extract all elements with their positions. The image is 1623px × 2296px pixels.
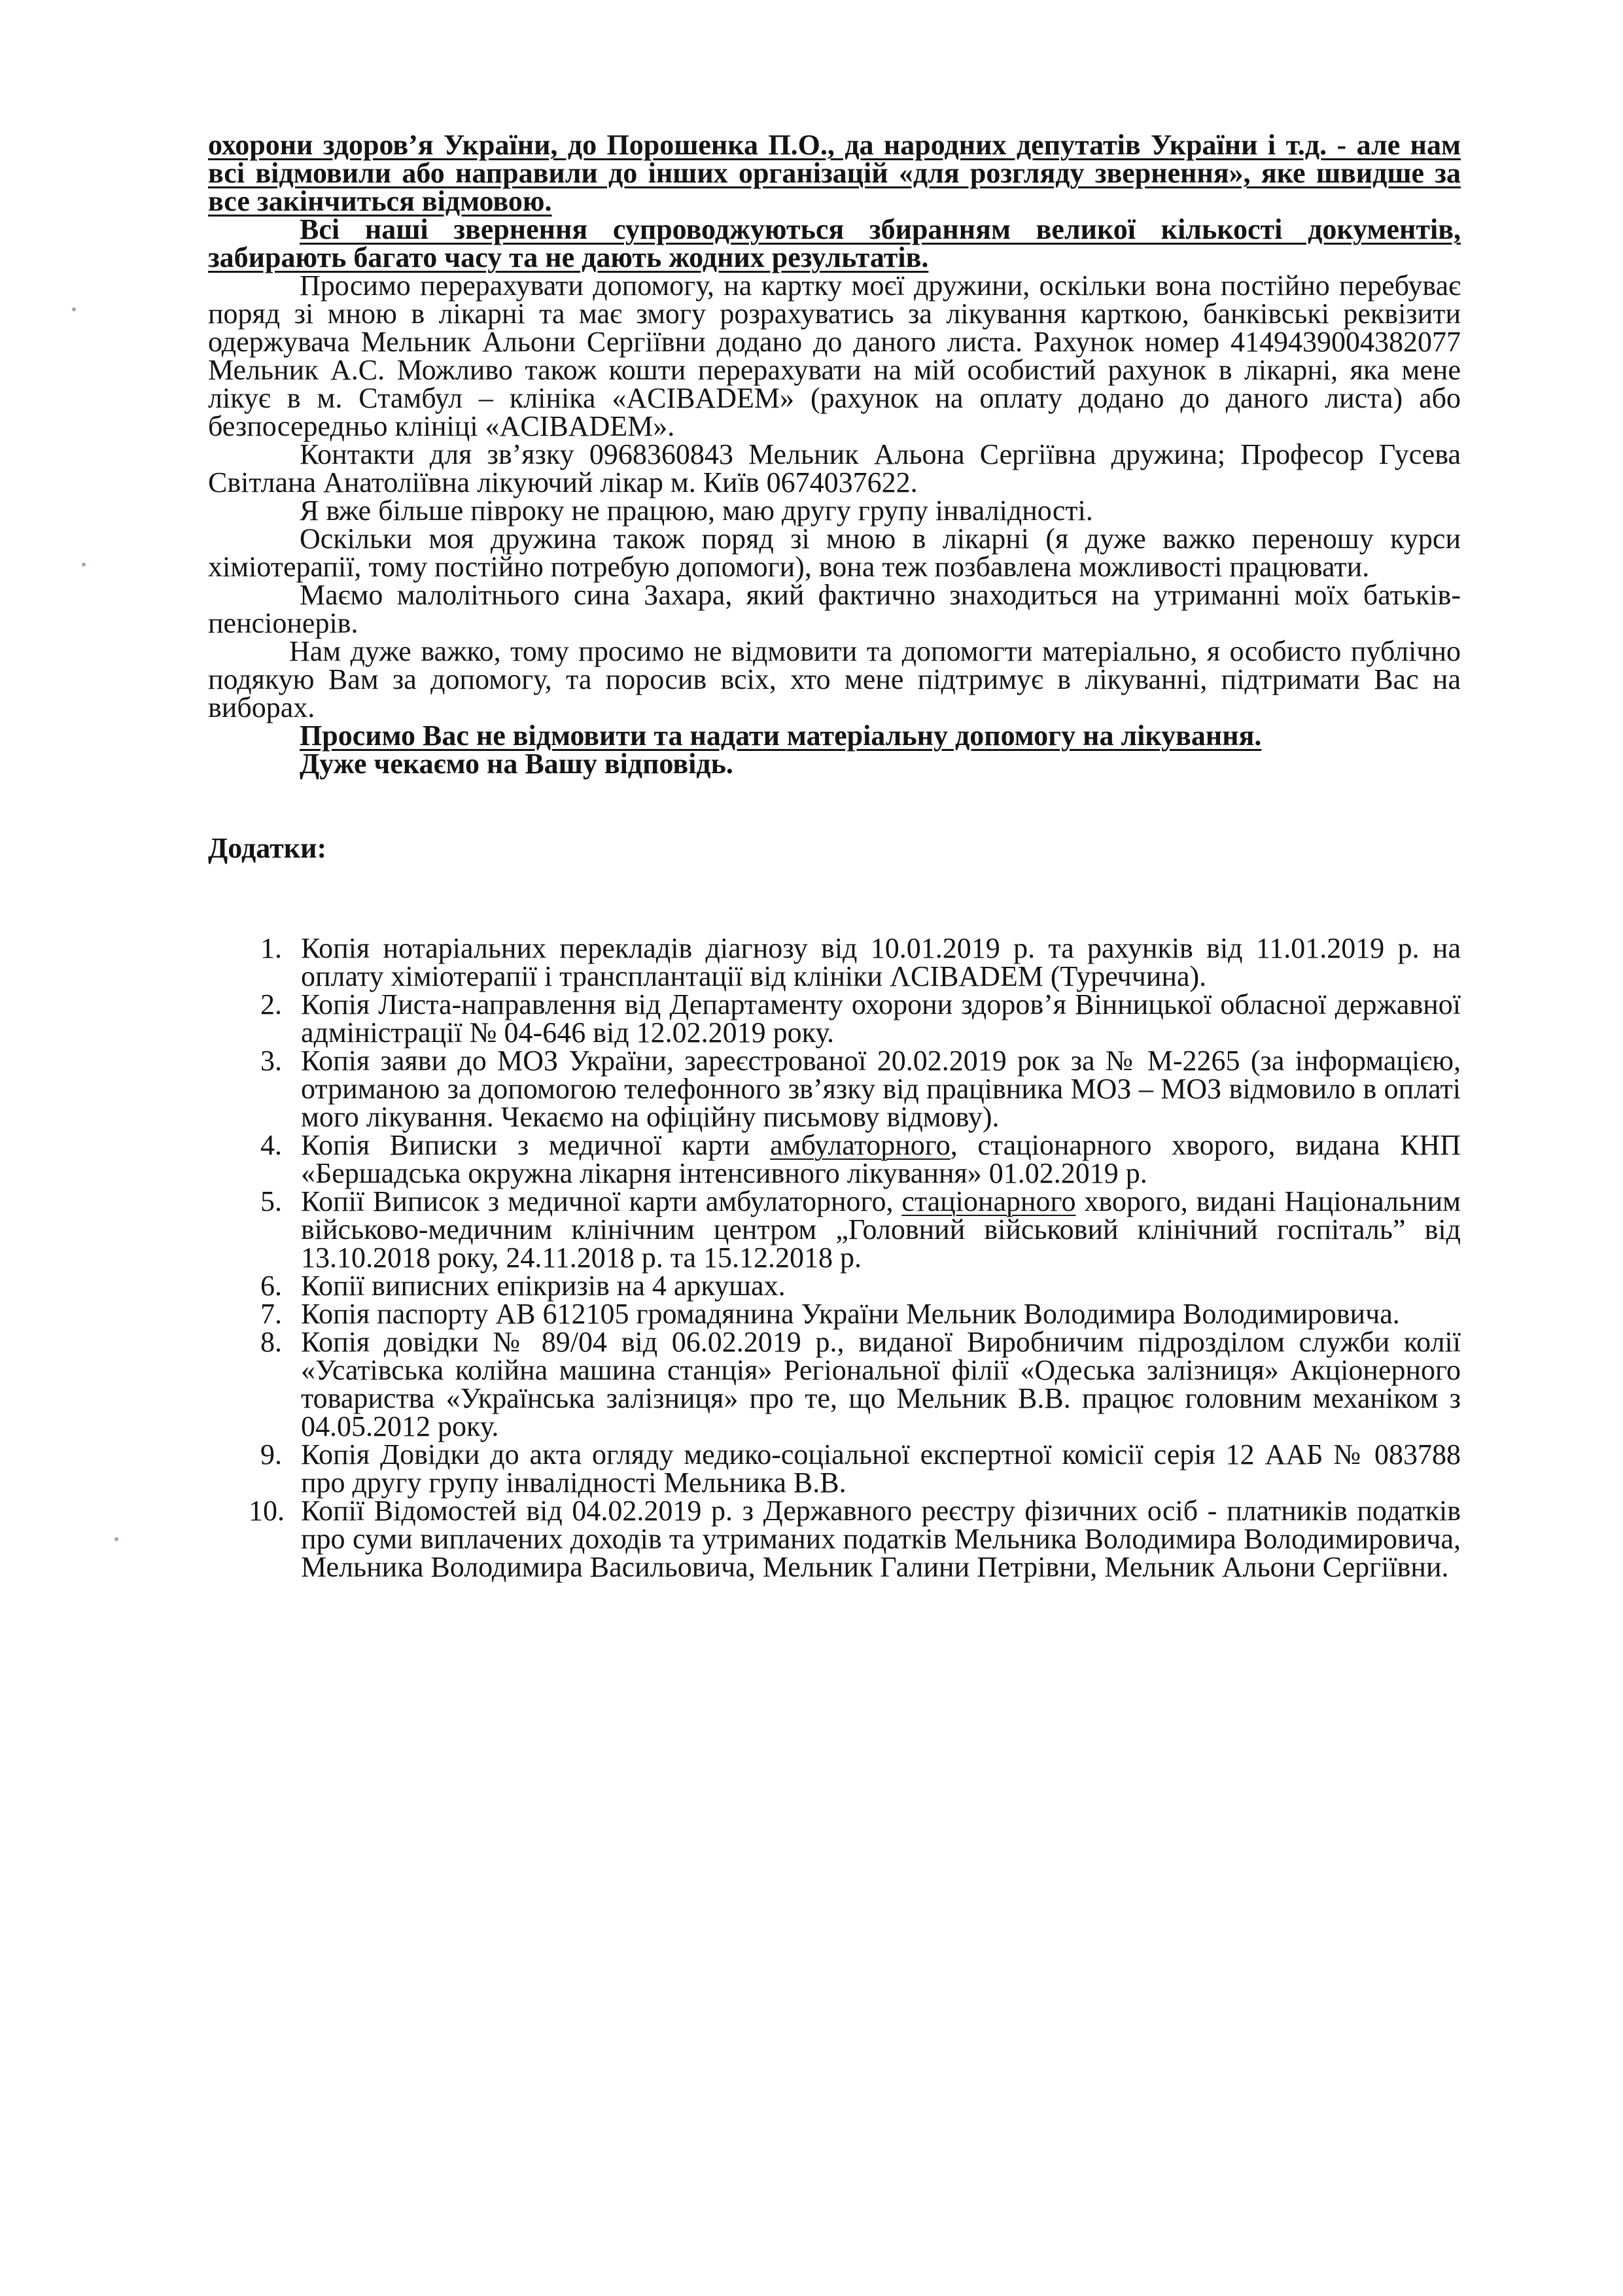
paragraph-wife: Оскільки моя дружина також поряд зі мною в лікарні (я дуже важко переношу курси хіміотерапії, тому постійно потребую допомоги), вона теж позбавлена можливості працювати. — [208, 523, 1461, 583]
scan-speck — [82, 563, 86, 566]
paragraph-hardship: Нам дуже важко, тому просимо не відмовити та допомогти матеріально, я особисто публічно подякую Вам за допомогу, та поросив всіх, хто мене підтримує в лікуванні, підтримати Вас на виборах. — [208, 635, 1461, 723]
paragraph-plea — [208, 722, 1461, 750]
spacer — [208, 778, 1461, 834]
attachment-item: 1. Копія нотаріальних перекладів діагнозу від 10.01.2019 р. та рахунків від 11.01.2019 р. на оплату хіміотерапії і трансплантації від клініки ΛCIBADEM (Туреччина). — [260, 932, 1461, 992]
attachment-item: 8. Копія довідки № 89/04 від 06.02.2019 р., виданої Виробничим підрозділом служби колії «Усатівська колійна машина станція» Регіональної філії «Одеська залізниця» Акціонерного товариства «Українська залізниця» про те, що Мельник В.В. працює головним механіком з 04.05.2012 року. — [260, 1326, 1461, 1442]
spacer — [208, 862, 1461, 918]
attachment-item: 9. Копія Довідки до акта огляду медико-соціальної експертної комісії серія 12 ААБ № 083788 про другу групу інвалідності Мельника В.В. — [260, 1438, 1461, 1499]
intro-paragraph-documents: Всі наші звернення супроводжуються збиранням великої кількості документів, забирають багато часу та не дають жодних результатів. — [208, 213, 1461, 273]
paragraph-contacts: Контакти для зв’язку 0968360843 Мельник Альона Сергіївна дружина; Професор Гусева Світлана Анатоліївна лікуючий лікар м. Київ 0674037622. — [208, 438, 1461, 498]
attachment-item: 5. Копії Виписок з медичної карти амбулаторного, стаціонарного хворого, видані Національним військово-медичним клінічним центром „Головний військовий клінічний госпіталь” від 13.10.2018 року, 24.11.2018 р. та 15.12.2018 р. — [260, 1185, 1461, 1274]
scan-speck — [114, 1537, 118, 1541]
scan-speck — [72, 307, 76, 311]
attachments-list — [208, 934, 1461, 1581]
attachment-item: 6. Копії виписних епікризів на 4 аркушах. — [260, 1270, 786, 1302]
paragraph-awaiting-reply: Дуже чекаємо на Вашу відповідь. — [300, 748, 733, 780]
attachment-item: 2. Копія Листа-направлення від Департаменту охорони здоров’я Вінницької обласної державної адміністрації № 04-646 від 12.02.2019 року. — [260, 988, 1461, 1049]
paragraph-work-status: Я вже більше півроку не працюю, маю другу групу інвалідності. — [300, 495, 1093, 527]
paragraph-son: Маємо малолітнього сина Захара, який фактично знаходиться на утриманні моїх батьків-пенсіонерів. — [208, 579, 1461, 639]
underlined-word: амбулаторного — [770, 1129, 951, 1161]
plea-text: Просимо Вас не відмовити та надати матеріальну допомогу на лікування. — [300, 720, 1262, 752]
attachment-item: 3. Копія заяви до МОЗ України, зареєстрованої 20.02.2019 рок за № М-2265 (за інформацією, отриманою за допомогою телефонного зв’язку від працівника МОЗ – МОЗ відмовило в оплаті мого лікування. Чекаємо на офіційну письмову відмову). — [260, 1045, 1461, 1133]
letter-page — [208, 131, 1461, 1581]
intro-paragraph-refusals: охорони здоров’я України, до Порошенка П.О., да народних депутатів України і т.д. - але нам всі відмовили або направили до інших організацій «для розгляду звернення», яке швидше за все закінчиться відмовою. — [208, 129, 1461, 217]
underlined-word: стаціонарного — [901, 1185, 1076, 1217]
paragraph-request-transfer: Просимо перерахувати допомогу, на картку моєї дружини, оскільки вона постійно перебуває поряд зі мною в лікарні та має змогу розрахуватись за лікування карткою, банківські реквізити одержувача Мельник Альони Сергіївни додано до даного листа. Рахунок номер 4149439004382077 Мельник А.С. Можливо також кошти перерахувати на мій особистий рахунок в лікарні, яка мене лікує в м. Стамбул – клініка «ACIBADEM» (рахунок на оплату додано до даного листа) або безпосередньо клініці «ACIBADEM». — [208, 270, 1461, 442]
attachment-item: 10. Копії Відомостей від 04.02.2019 р. з Державного реєстру фізичних осіб - платників податків про суми виплачених доходів та утриманих податків Мельника Володимира Володимировича, Мельника Володимира Васильовича, Мельник Галини Петрівни, Мельник Альони Сергіївни. — [249, 1495, 1461, 1583]
attachment-item: 7. Копія паспорту АВ 612105 громадянина України Мельник Володимира Володимировича. — [260, 1298, 1400, 1330]
attachment-item: 4. Копія Виписки з медичної карти амбулаторного, стаціонарного хворого, видана КНП «Бершадська окружна лікарня інтенсивного лікування» 01.02.2019 р. — [260, 1129, 1461, 1189]
attachments-heading: Додатки: — [208, 832, 327, 864]
